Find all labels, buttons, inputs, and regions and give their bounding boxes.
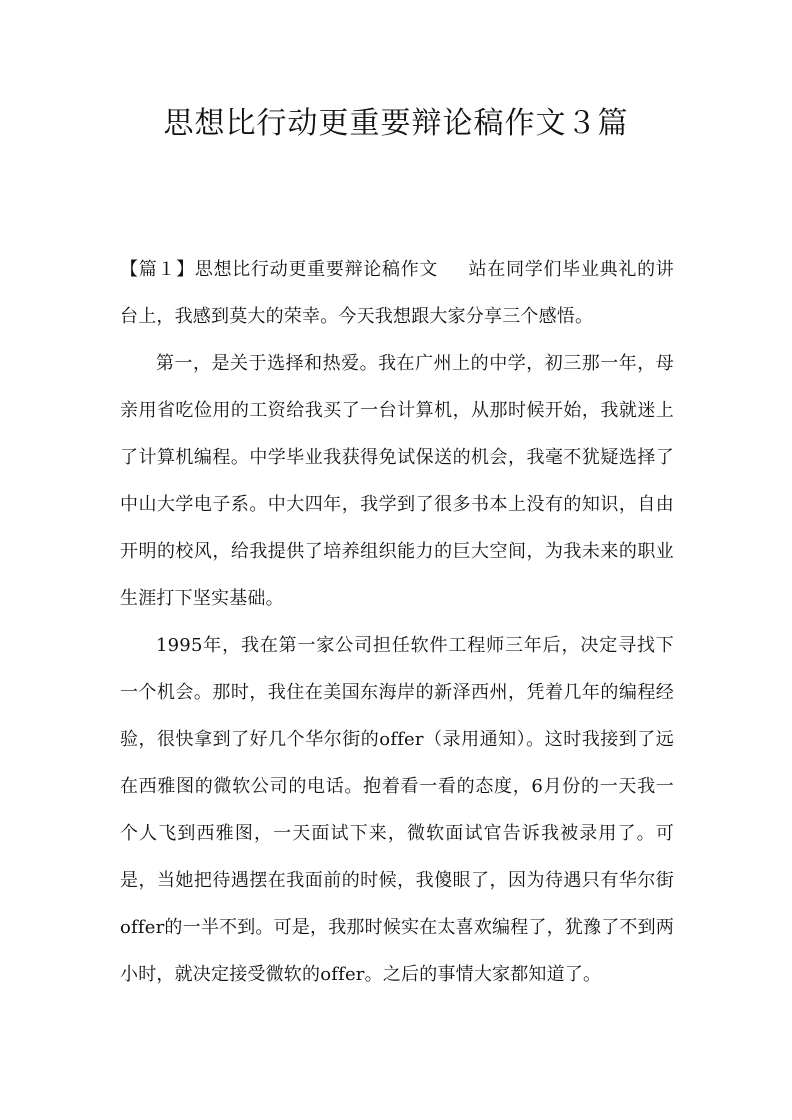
- document-body: [120, 246, 674, 998]
- document-title: 思想比行动更重要辩论稿作文３篇: [163, 106, 629, 141]
- section-heading: 【篇１】思想比行动更重要辩论稿作文: [120, 259, 439, 280]
- paragraph-3: 1995年，我在第一家公司担任软件工程师三年后，决定寻找下一个机会。那时，我住在美国东海岸的新泽西州，凭着几年的编程经验，很快拿到了好几个华尔街的offer（录用通知）。这时我接到了远在西雅图的微软公司的电话。抱着看一看的态度，6月份的一天我一个人飞到西雅图，一天面试下来，微软面试官告诉我被录用了。可是，当她把待遇摆在我面前的时候，我傻眼了，因为待遇只有华尔街offer的一半不到。可是，我那时候实在太喜欢编程了，犹豫了不到两小时，就决定接受微软的offer。之后的事情大家都知道了。: [120, 635, 675, 985]
- paragraph-2: 第一，是关于选择和热爱。我在广州上的中学，初三那一年，母亲用省吃俭用的工资给我买了一台计算机，从那时候开始，我就迷上了计算机编程。中学毕业我获得免试保送的机会，我毫不犹疑选择了中山大学电子系。中大四年，我学到了很多书本上没有的知识，自由开明的校风，给我提供了培养组织能力的巨大空间，为我未来的职业生涯打下坚实基础。: [120, 353, 674, 609]
- paragraph-1-text: 站在同学们毕业典礼的讲台上，我感到莫大的荣幸。今天我想跟大家分享三个感悟。: [120, 259, 674, 327]
- paragraph-intro: [120, 246, 674, 340]
